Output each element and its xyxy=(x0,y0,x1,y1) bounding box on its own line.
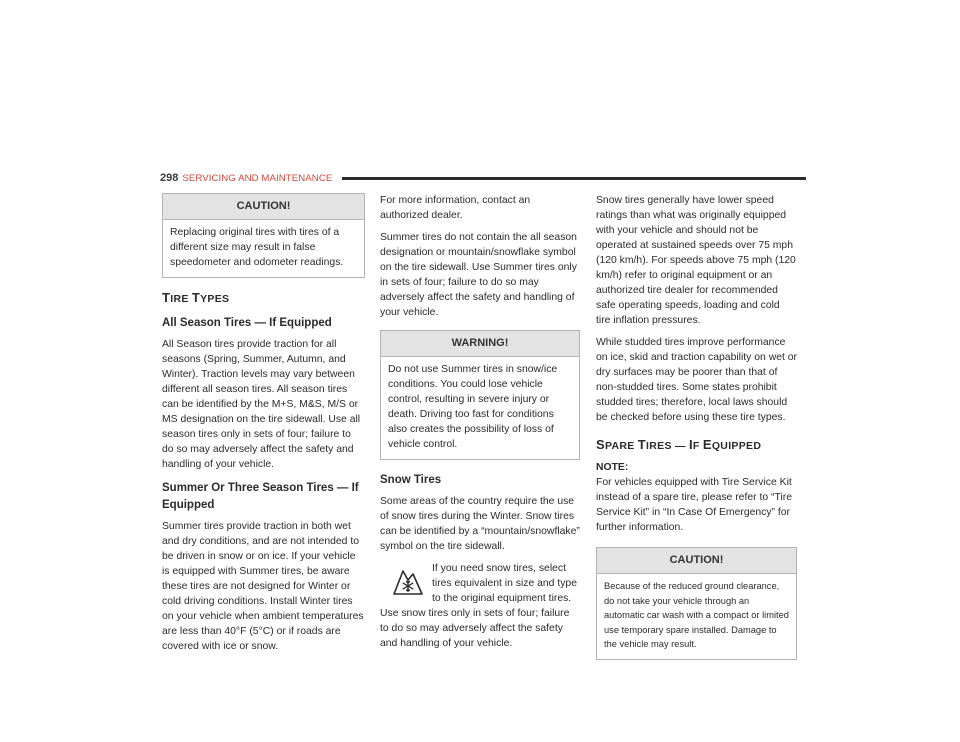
column-3 xyxy=(596,193,797,672)
summer-sidewall-text: Summer tires do not contain the all season designation or mountain/snowflake symbol on the tire sidewall. Use Summer tires only in sets of four; failure to do so may adversely affect the safety and handling of your vehicle. xyxy=(380,232,577,318)
warning-box xyxy=(380,330,580,460)
page-number: 298 xyxy=(160,171,179,184)
tire-types-heading: TIRE TYPES xyxy=(162,290,230,305)
section-title: SERVICING AND MAINTENANCE xyxy=(182,172,333,184)
note-text: For vehicles equipped with Tire Service Kit instead of a spare tire, please refer to “Tire Service Kit” in “In Case Of Emergency” for further information. xyxy=(596,477,792,533)
caution-box-text: Replacing original tires with tires of a different size may result in false speedometer and odometer readings. xyxy=(163,219,364,277)
warning-box-text: Do not use Summer tires in snow/ice conditions. You could lose vehicle control, resulting in severe injury or death. Driving too fast for conditions also creates the possibility of loss of vehicle control. xyxy=(381,356,579,459)
studded-tires-text: While studded tires improve performance on ice, skid and traction capability on wet or dry surfaces may be poorer than that of non-studded tires. Some states prohibit studded tires; therefore, local laws should be checked before using these tire types. xyxy=(596,337,797,423)
spare-tires-heading: SPARE TIRES — IF EQUIPPED xyxy=(596,437,762,452)
snow-icon-text: If you need snow tires, select tires equivalent in size and type to the original equipment tires. Use snow tires only in sets of four; failure to do so may adversely affect the safety and handling of your vehicle. xyxy=(380,563,577,649)
column-1 xyxy=(162,193,365,661)
caution-box-spare xyxy=(596,547,797,660)
all-season-heading: All Season Tires — If Equipped xyxy=(162,317,332,329)
column-2 xyxy=(380,193,580,651)
snow-icon-paragraph xyxy=(380,561,580,651)
snow-tires-heading: Snow Tires xyxy=(380,474,442,486)
caution-box-spare-title: CAUTION! xyxy=(597,548,796,573)
caution-box-title: CAUTION! xyxy=(163,194,364,219)
header-rule xyxy=(342,177,806,180)
more-info-text: For more information, contact an authorized dealer. xyxy=(380,195,531,221)
all-season-text: All Season tires provide traction for all seasons (Spring, Summer, Autumn, and Winter). Traction levels may vary between different all season tires. All season tires can be identified by the M+S, M&S, M/S or MS designation on the tire sidewall. Use all season tires only in sets of four; failure to do so may adversely affect the safety and handling of your vehicle. xyxy=(162,339,361,470)
caution-box-spare-text: Because of the reduced ground clearance, do not take your vehicle through an automatic car wash with a compact or limited use temporary spare installed. Damage to the vehicle may result. xyxy=(597,573,796,659)
speed-rating-text: Snow tires generally have lower speed ratings than what was originally equipped with your vehicle and should not be operated at sustained speeds over 75 mph (120 km/h). For speeds above 75 mph (120 km/h) refer to original equipment or an authorized tire dealer for recommended safe operating speeds, loading and cold tire inflation pressures. xyxy=(596,195,796,326)
summer-text: Summer tires provide traction in both wet and dry conditions, and are not intended to be driven in snow or on ice. If your vehicle is equipped with Summer tires, be aware these tires are not designed for Winter or cold driving conditions. Install Winter tires on your vehicle when ambient temperatures are less than 40°F (5°C) or if roads are covered with ice or snow. xyxy=(162,521,364,652)
warning-box-title: WARNING! xyxy=(381,331,579,356)
caution-box xyxy=(162,193,365,278)
summer-heading: Summer Or Three Season Tires — If Equipped xyxy=(162,482,359,511)
snow-tires-text: Some areas of the country require the use of snow tires during the Winter. Snow tires can be identified by a “mountain/snowflake” symbol on the tire sidewall. xyxy=(380,496,580,552)
mountain-snowflake-icon xyxy=(392,565,424,597)
note-label: NOTE: xyxy=(596,462,629,473)
page-header xyxy=(160,171,806,185)
